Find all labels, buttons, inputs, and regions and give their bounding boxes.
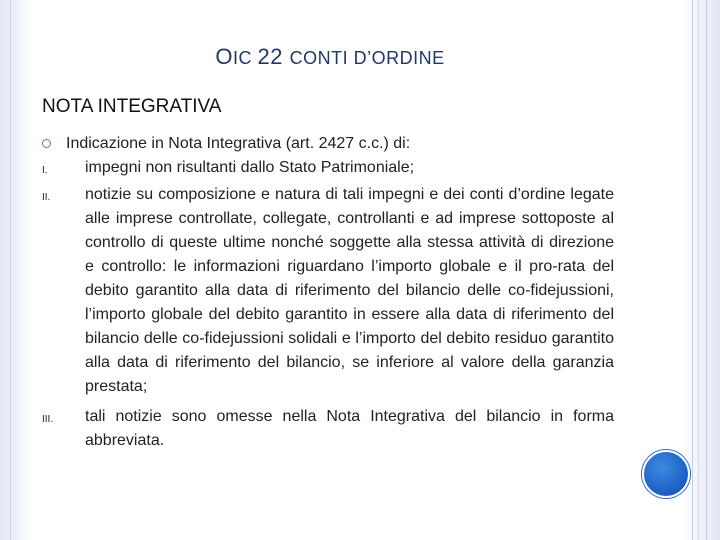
- list-item: [42, 405, 614, 453]
- item-text: tali notizie sono omesse nella Nota Integrativa del bilancio in forma abbreviata.: [85, 408, 614, 449]
- item-number: III.: [42, 414, 54, 425]
- item-text: impegni non risultanti dallo Stato Patrimoniale;: [85, 159, 415, 176]
- list-item: [42, 183, 614, 399]
- intro-text: Indicazione in Nota Integrativa (art. 2427 c.c.) di:: [66, 135, 411, 152]
- item-number: II.: [42, 192, 51, 203]
- section-heading: NOTA INTEGRATIVA: [42, 96, 222, 117]
- slide-body: [42, 132, 614, 453]
- intro-bullet: [42, 132, 614, 156]
- left-border-decoration: [0, 0, 30, 540]
- list-item: [42, 156, 614, 183]
- circle-bullet-icon: [42, 132, 66, 148]
- blue-circle-decoration: [642, 450, 690, 498]
- item-number: I.: [42, 165, 48, 176]
- item-text: notizie su composizione e natura di tali impegni e dei conti d’ordine legate alle imprese controllate, collegate, controllanti e ad imprese sottoposte al controllo di queste ultime nonché soggette alla stessa attività di direzione e controllo: le informazioni riguardano l’importo globale e il pro-rata del debito garantito alla data di riferimento del bilancio delle co-fidejussioni, l’importo globale del debito garantito in essere alla data di riferimento del bilancio delle co-fidejussioni solidali e l’importo del debito residuo garantito alla data di riferimento del bilancio, se inferiore al valore della garanzia prestata;: [85, 186, 614, 395]
- right-border-decoration: [682, 0, 720, 540]
- slide-title: OIC 22 CONTI D’ORDINE: [215, 44, 445, 69]
